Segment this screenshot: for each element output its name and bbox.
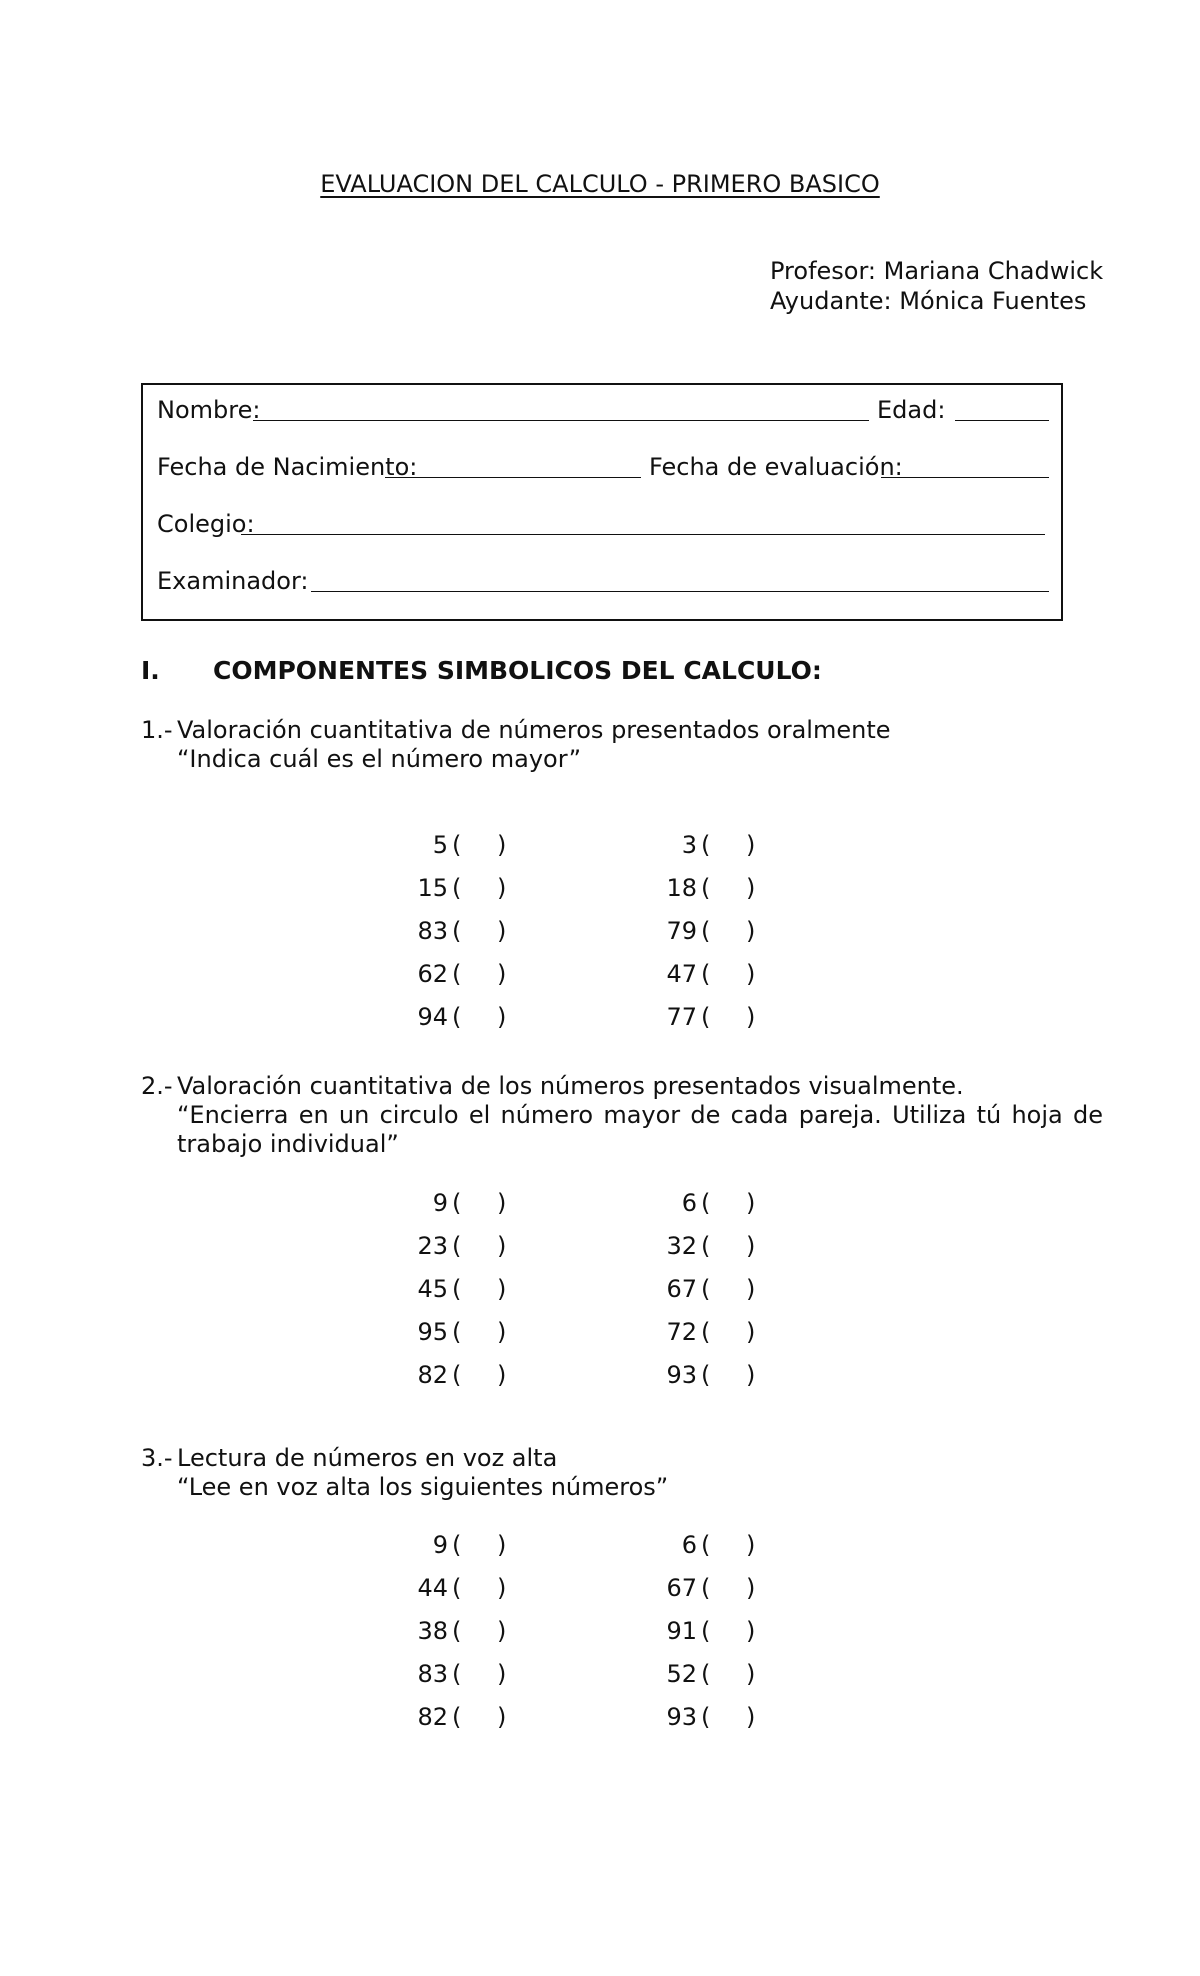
answer-paren-open[interactable]: (: [701, 1703, 711, 1731]
nombre-field[interactable]: [253, 420, 869, 421]
colegio-row: [157, 509, 1049, 539]
pair-row: [0, 1360, 1200, 1390]
right-number: 52: [666, 1660, 697, 1688]
pair-row: [0, 1317, 1200, 1347]
left-number: 62: [417, 960, 448, 988]
answer-paren-open[interactable]: (: [452, 1703, 462, 1731]
staff-block: [770, 256, 1103, 316]
right-number: 77: [666, 1003, 697, 1031]
edad-field[interactable]: [955, 420, 1049, 421]
pair-row: [0, 830, 1200, 860]
answer-paren-close: ): [746, 1574, 756, 1602]
answer-paren-open[interactable]: (: [452, 1232, 462, 1260]
answer-paren-close: ): [746, 1617, 756, 1645]
answer-paren-close: ): [497, 960, 507, 988]
pair-row: [0, 1188, 1200, 1218]
page-title: EVALUACION DEL CALCULO - PRIMERO BASICO: [320, 170, 880, 198]
answer-paren-open[interactable]: (: [701, 1617, 711, 1645]
answer-paren-open[interactable]: (: [701, 917, 711, 945]
answer-paren-open[interactable]: (: [452, 1531, 462, 1559]
answer-paren-open[interactable]: (: [701, 960, 711, 988]
left-number: 23: [417, 1232, 448, 1260]
item-heading: Lectura de números en voz alta: [177, 1444, 558, 1472]
answer-paren-close: ): [746, 1660, 756, 1688]
left-number: 95: [417, 1318, 448, 1346]
answer-paren-open[interactable]: (: [701, 1318, 711, 1346]
answer-paren-open[interactable]: (: [452, 1003, 462, 1031]
right-number: 67: [666, 1275, 697, 1303]
answer-paren-open[interactable]: (: [701, 1660, 711, 1688]
item-heading: Valoración cuantitativa de los números presentados visualmente.: [177, 1072, 964, 1100]
pair-row: [0, 1659, 1200, 1689]
colegio-field[interactable]: [241, 534, 1045, 535]
item-1: [141, 716, 1141, 776]
item-2: [141, 1072, 1141, 1162]
left-number: 83: [417, 917, 448, 945]
teacher-line: Profesor: Mariana Chadwick: [770, 257, 1104, 285]
answer-paren-close: ): [497, 1275, 507, 1303]
pair-row: [0, 1274, 1200, 1304]
pair-row: [0, 1231, 1200, 1261]
item-number: 3.-: [141, 1444, 173, 1472]
section-title: COMPONENTES SIMBOLICOS DEL CALCULO:: [213, 656, 822, 685]
answer-paren-open[interactable]: (: [452, 831, 462, 859]
examinador-row: [157, 566, 1049, 596]
nombre-label: Nombre:: [157, 396, 261, 424]
fecha-evaluacion-field[interactable]: [881, 477, 1049, 478]
item-number: 2.-: [141, 1072, 173, 1100]
left-number: 83: [417, 1660, 448, 1688]
answer-paren-open[interactable]: (: [701, 1189, 711, 1217]
answer-paren-close: ): [746, 1003, 756, 1031]
answer-paren-close: ): [746, 917, 756, 945]
answer-paren-open[interactable]: (: [452, 1660, 462, 1688]
pair-row: [0, 1002, 1200, 1032]
answer-paren-close: ): [497, 1003, 507, 1031]
answer-paren-close: ): [497, 874, 507, 902]
answer-paren-close: ): [746, 1189, 756, 1217]
answer-paren-close: ): [746, 1275, 756, 1303]
answer-paren-close: ): [746, 1232, 756, 1260]
answer-paren-close: ): [746, 874, 756, 902]
answer-paren-open[interactable]: (: [701, 1232, 711, 1260]
right-number: 3: [681, 831, 697, 859]
fecha-nacimiento-field[interactable]: [385, 477, 641, 478]
left-number: 15: [417, 874, 448, 902]
left-number: 45: [417, 1275, 448, 1303]
examinador-label: Examinador:: [157, 567, 309, 595]
answer-paren-open[interactable]: (: [452, 874, 462, 902]
pair-row: [0, 1573, 1200, 1603]
section-number: I.: [141, 656, 160, 685]
answer-paren-close: ): [497, 1531, 507, 1559]
left-number: 38: [417, 1617, 448, 1645]
left-number: 9: [432, 1189, 448, 1217]
answer-paren-close: ): [746, 831, 756, 859]
answer-paren-close: ): [497, 1361, 507, 1389]
left-number: 44: [417, 1574, 448, 1602]
answer-paren-close: ): [497, 831, 507, 859]
left-number: 9: [432, 1531, 448, 1559]
answer-paren-close: ): [497, 917, 507, 945]
left-number: 82: [417, 1703, 448, 1731]
right-number: 93: [666, 1361, 697, 1389]
answer-paren-open[interactable]: (: [701, 1275, 711, 1303]
answer-paren-open[interactable]: (: [701, 1361, 711, 1389]
answer-paren-close: ): [746, 960, 756, 988]
right-number: 79: [666, 917, 697, 945]
left-number: 82: [417, 1361, 448, 1389]
answer-paren-open[interactable]: (: [701, 831, 711, 859]
answer-paren-open[interactable]: (: [452, 960, 462, 988]
answer-paren-close: ): [497, 1318, 507, 1346]
answer-paren-close: ): [497, 1232, 507, 1260]
right-number: 6: [681, 1189, 697, 1217]
item-instruction: “Encierra en un circulo el número mayor de cada pareja. Utiliza tú hoja de trabajo individual”: [177, 1101, 1103, 1158]
pair-row: [0, 1616, 1200, 1646]
item-heading: Valoración cuantitativa de números presentados oralmente: [177, 716, 891, 744]
answer-paren-open[interactable]: (: [701, 874, 711, 902]
item-number: 1.-: [141, 716, 173, 744]
answer-paren-open[interactable]: (: [452, 1318, 462, 1346]
answer-paren-open[interactable]: (: [701, 1003, 711, 1031]
right-number: 32: [666, 1232, 697, 1260]
answer-paren-open[interactable]: (: [452, 1189, 462, 1217]
answer-paren-close: ): [497, 1189, 507, 1217]
edad-label: Edad:: [877, 396, 946, 424]
answer-paren-open[interactable]: (: [701, 1574, 711, 1602]
colegio-label: Colegio:: [157, 510, 255, 538]
examinador-field[interactable]: [311, 591, 1049, 592]
answer-paren-open[interactable]: (: [452, 1361, 462, 1389]
fechas-row: [157, 452, 1049, 482]
answer-paren-close: ): [497, 1617, 507, 1645]
item-instruction: “Indica cuál es el número mayor”: [177, 745, 582, 773]
right-number: 18: [666, 874, 697, 902]
answer-paren-close: ): [746, 1361, 756, 1389]
answer-paren-close: ): [497, 1703, 507, 1731]
right-number: 72: [666, 1318, 697, 1346]
answer-paren-close: ): [497, 1574, 507, 1602]
pair-row: [0, 1702, 1200, 1732]
answer-paren-close: ): [746, 1531, 756, 1559]
answer-paren-open[interactable]: (: [452, 1574, 462, 1602]
item-3: [141, 1444, 1141, 1504]
fecha-evaluacion-label: Fecha de evaluación:: [649, 453, 903, 481]
assistant-line: Ayudante: Mónica Fuentes: [770, 287, 1087, 315]
answer-paren-open[interactable]: (: [452, 917, 462, 945]
right-number: 91: [666, 1617, 697, 1645]
student-info-box: [141, 383, 1063, 621]
answer-paren-close: ): [746, 1703, 756, 1731]
right-number: 47: [666, 960, 697, 988]
nombre-row: [157, 395, 1049, 425]
pair-row: [0, 959, 1200, 989]
right-number: 6: [681, 1531, 697, 1559]
pair-row: [0, 916, 1200, 946]
right-number: 93: [666, 1703, 697, 1731]
pair-row: [0, 1530, 1200, 1560]
answer-paren-close: ): [497, 1660, 507, 1688]
pair-row: [0, 873, 1200, 903]
fecha-nacimiento-label: Fecha de Nacimiento:: [157, 453, 418, 481]
left-number: 5: [432, 831, 448, 859]
answer-paren-open[interactable]: (: [701, 1531, 711, 1559]
answer-paren-open[interactable]: (: [452, 1617, 462, 1645]
right-number: 67: [666, 1574, 697, 1602]
answer-paren-open[interactable]: (: [452, 1275, 462, 1303]
item-instruction: “Lee en voz alta los siguientes números”: [177, 1473, 669, 1501]
answer-paren-close: ): [746, 1318, 756, 1346]
left-number: 94: [417, 1003, 448, 1031]
